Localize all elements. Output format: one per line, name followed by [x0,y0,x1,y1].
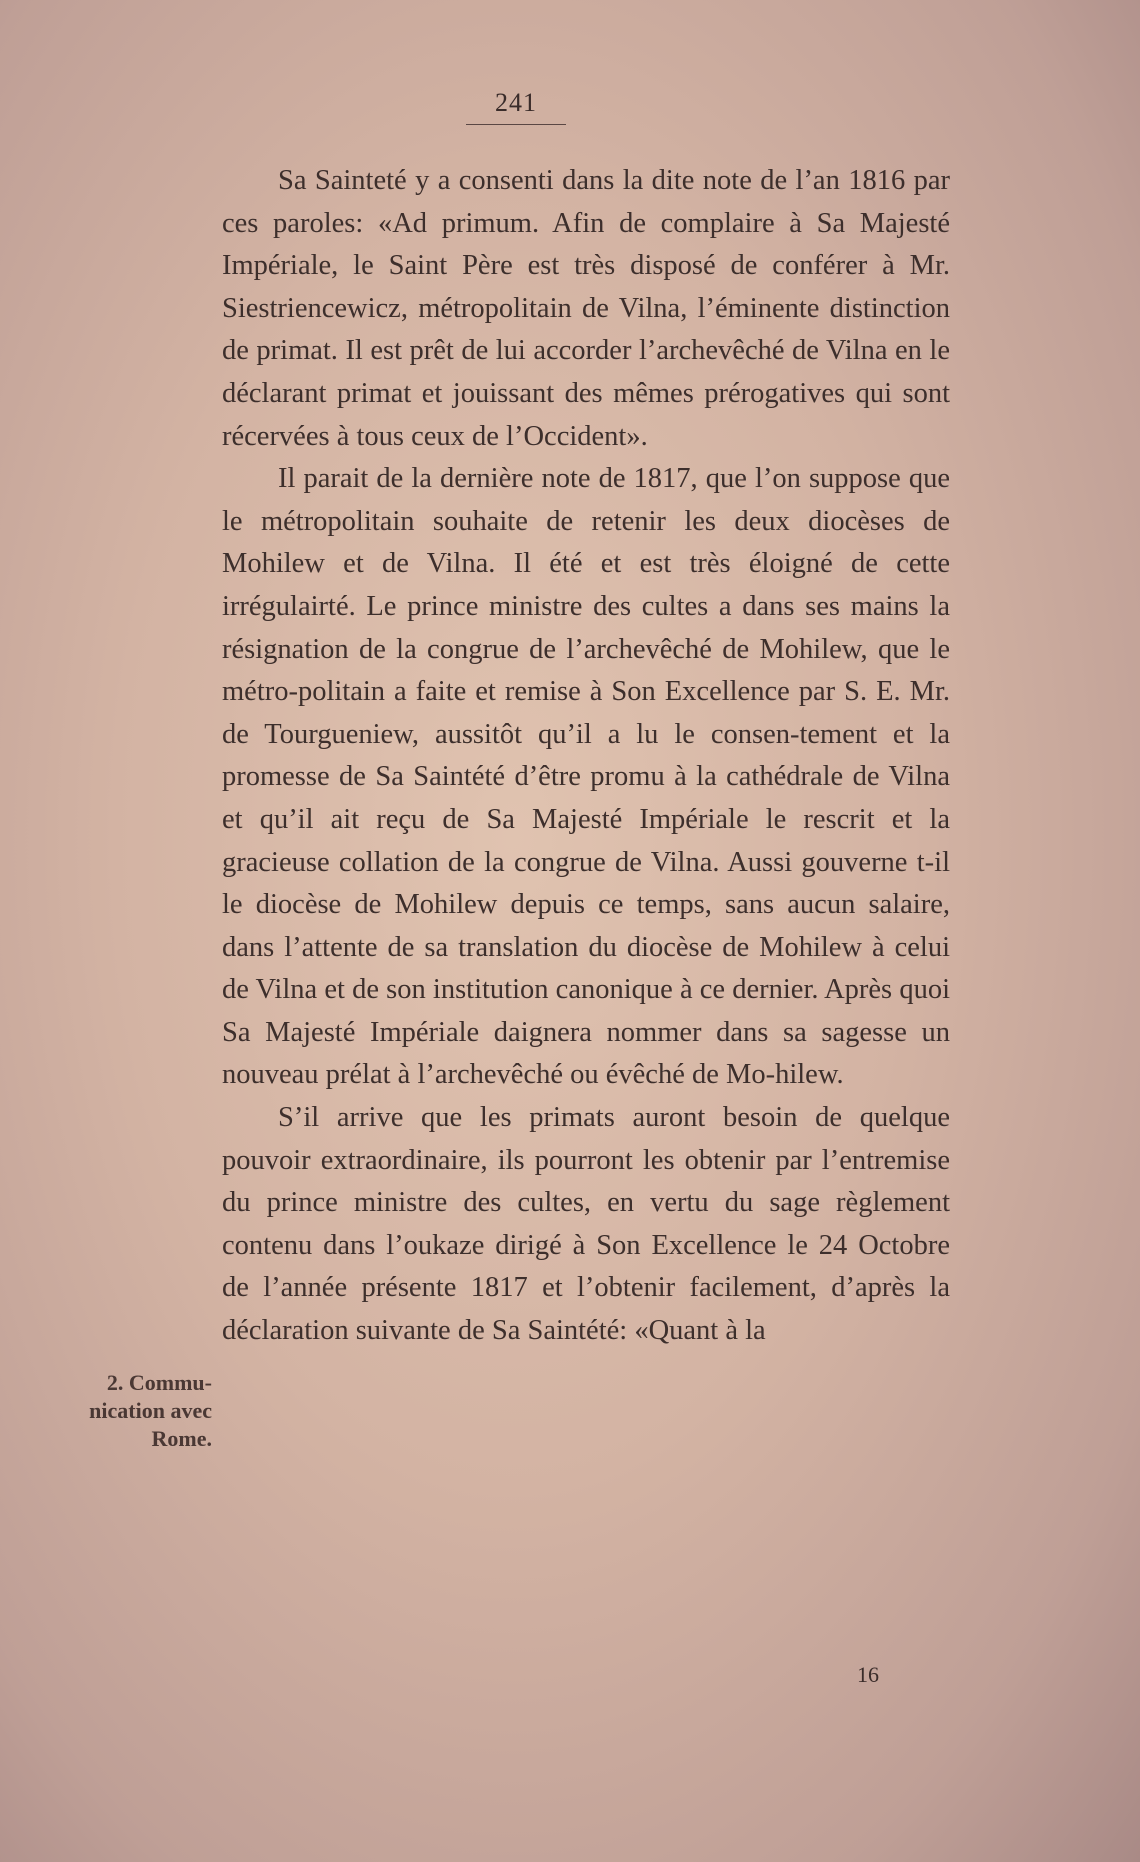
margin-note: 2. Commu-nication avec Rome. [89,1370,212,1451]
paragraph-3: S’il arrive que les primats auront besoin de quelque pouvoir extraordinaire, ils pourront les obtenir par l’entremise du prince ministre des cultes, en vertu du sage règlement contenu dans l’oukaze dirigé à Son Excellence le 24 Octobre de l’année présente 1817 et l’obtenir facilement, d’après la déclaration suivante de Sa Saintété: «Quant à la [222,1102,950,1347]
header-rule [466,124,566,125]
signature-mark: 16 [857,1662,879,1687]
paragraph-1: Sa Sainteté y a consenti dans la dite note de l’an 1816 par ces paroles: «Ad primum. Afin de complaire à Sa Majesté Impériale, le Saint Père est très disposé de conférer à Mr. Siestriencewicz, métropolitain de Vilna, l’éminente distinction de primat. Il est prêt de lui accorder l’archevêché de Vilna en le déclarant primat et jouissant des mêmes prérogatives qui sont récervées à tous ceux de l’Occident». [222,165,950,452]
page-number: 241 [495,88,537,117]
paragraph-2: Il parait de la dernière note de 1817, que l’on suppose que le métropolitain souhaite de retenir les deux diocèses de Mohilew et de Vilna. Il été et est très éloigné de cette irrégulairté. Le prince ministre des cultes a dans ses mains la résignation de la congrue de l’archevêché de Mohilew, que le métro-politain a faite et remise à Son Excellence par S. E. Mr. de Tourgueniew, aussitôt qu’il a lu le consen-tement et la promesse de Sa Saintété d’être promu à la cathédrale de Vilna et qu’il ait reçu de Sa Majesté Impériale le rescrit et la gracieuse collation de la congrue de Vilna. Aussi gouverne t-il le diocèse de Mohilew depuis ce temps, sans aucun salaire, dans l’attente de sa translation du diocèse de Mohilew à celui de Vilna et de son institution canonique à ce dernier. Après quoi Sa Majesté Impériale daignera nommer dans sa sagesse un nouveau prélat à l’archevêché ou évêché de Mo-hilew. [222,463,950,1091]
body-text [222,160,950,1353]
